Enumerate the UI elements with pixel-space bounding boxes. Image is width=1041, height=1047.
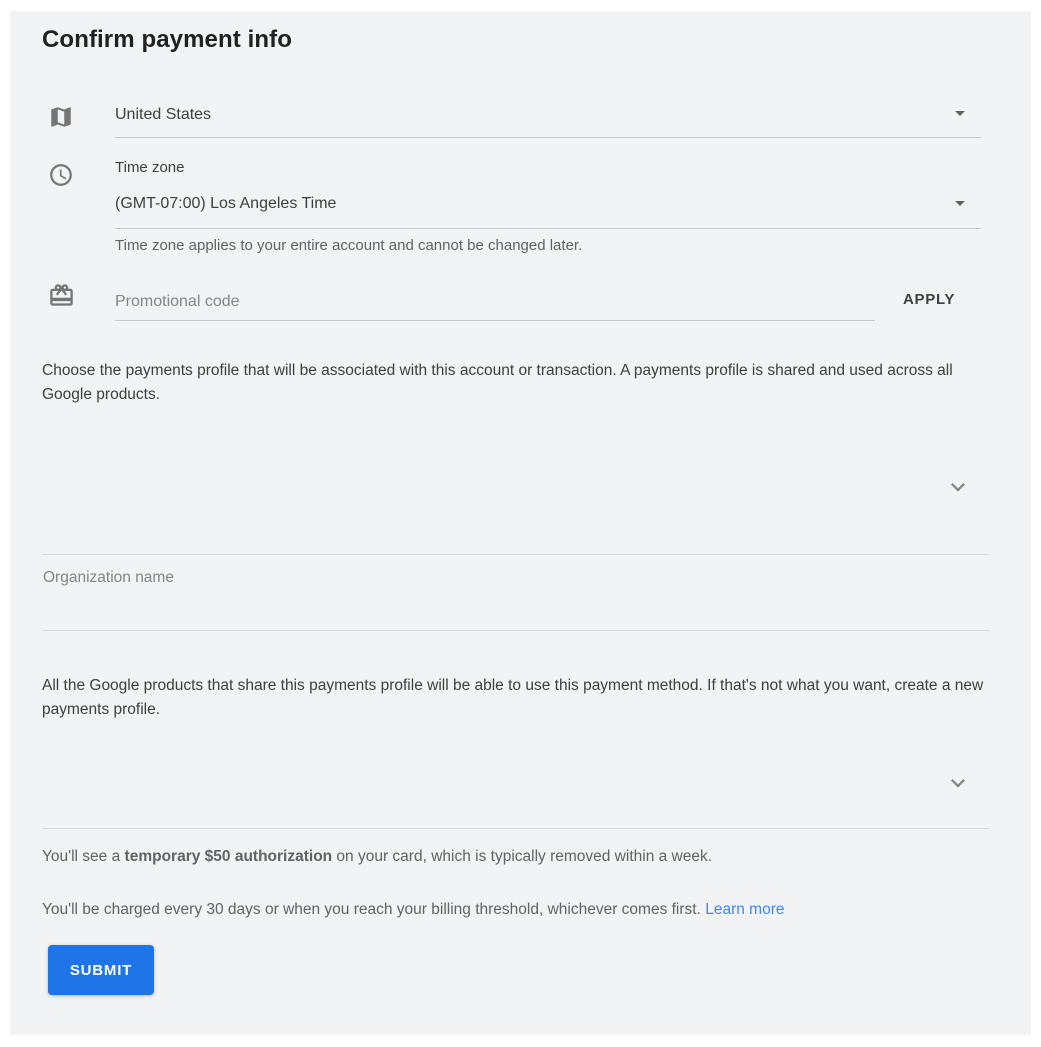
organization-name-placeholder: Organization name bbox=[43, 569, 174, 586]
map-icon bbox=[48, 104, 74, 130]
country-select[interactable] bbox=[115, 101, 990, 141]
learn-more-link[interactable]: Learn more bbox=[705, 901, 785, 918]
clock-icon bbox=[48, 162, 74, 188]
billing-text: You'll be charged every 30 days or when you reach your billing threshold, whichever comes first. bbox=[42, 901, 706, 918]
timezone-label: Time zone bbox=[115, 159, 185, 176]
arrow-drop-down-icon bbox=[948, 101, 972, 125]
timezone-underline bbox=[115, 228, 981, 229]
authorization-prefix: You'll see a bbox=[42, 848, 125, 865]
profile-intro-paragraph: Choose the payments profile that will be associated with this account or transaction. A payments profile is shared and used across all Google products. bbox=[42, 362, 953, 403]
timezone-value: (GMT-07:00) Los Angeles Time bbox=[115, 195, 337, 212]
billing-notice bbox=[42, 898, 992, 922]
country-value: United States bbox=[115, 106, 212, 123]
organization-name-field[interactable] bbox=[42, 561, 989, 631]
authorization-notice bbox=[42, 845, 992, 869]
divider bbox=[42, 828, 989, 829]
chevron-down-icon bbox=[944, 473, 972, 501]
chevron-down-icon bbox=[944, 769, 972, 797]
apply-button[interactable]: APPLY bbox=[903, 291, 956, 308]
gift-icon bbox=[48, 282, 74, 308]
promo-code-input[interactable] bbox=[115, 287, 870, 317]
country-underline bbox=[115, 137, 981, 138]
organization-underline bbox=[42, 630, 989, 631]
page-title: Confirm payment info bbox=[42, 26, 293, 53]
payment-method-expander[interactable] bbox=[42, 731, 989, 828]
divider bbox=[42, 554, 989, 555]
authorization-suffix: on your card, which is typically removed within a week. bbox=[332, 848, 713, 865]
timezone-select[interactable] bbox=[115, 191, 990, 231]
timezone-helper-text: Time zone applies to your entire account and cannot be changed later. bbox=[115, 237, 583, 254]
arrow-drop-down-icon bbox=[948, 191, 972, 215]
payment-info-card bbox=[10, 11, 1031, 1035]
payments-profile-expander[interactable] bbox=[42, 431, 989, 551]
authorization-amount: temporary $50 authorization bbox=[124, 848, 333, 865]
profile-share-paragraph: All the Google products that share this payments profile will be able to use this payment method. If that's not what you want, create a new payments profile. bbox=[42, 677, 984, 718]
promo-underline bbox=[115, 320, 875, 321]
submit-button[interactable]: SUBMIT bbox=[48, 945, 154, 995]
